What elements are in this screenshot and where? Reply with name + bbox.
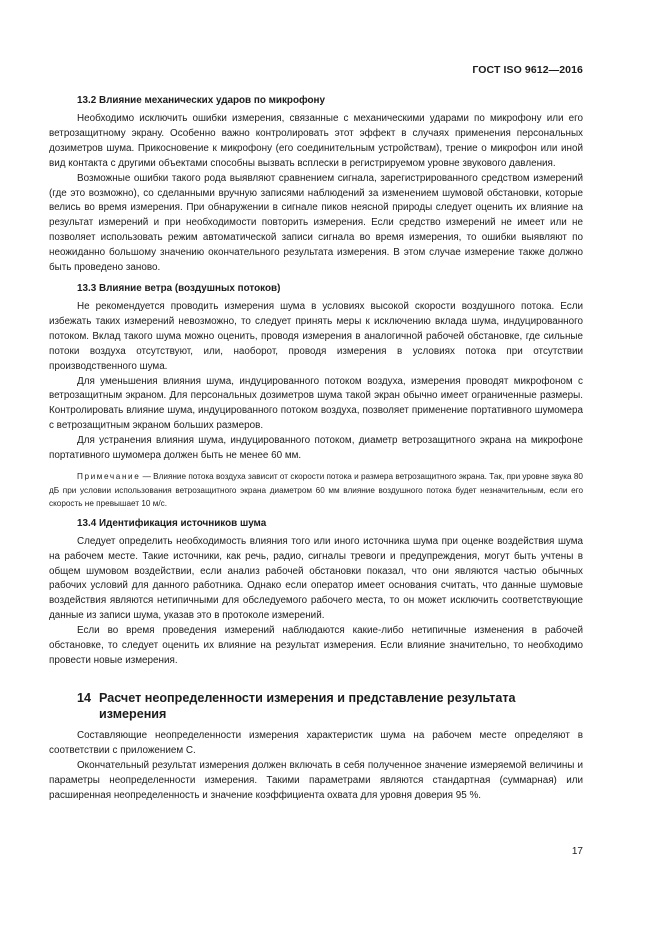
- section-title: Расчет неопределенности измерения и представление результата измерения: [99, 690, 516, 721]
- paragraph: Составляющие неопределенности измерения характеристик шума на рабочем месте определяют в соответствии с приложением C.: [49, 729, 583, 756]
- standard-id: ГОСТ ISO 9612—2016: [472, 64, 583, 76]
- section-number: 14: [77, 690, 92, 705]
- page-content: [49, 94, 583, 803]
- paragraph: Возможные ошибки такого рода выявляют сравнением сигнала, зарегистрированного средством измерений (где это возможно), со сделанными вручную записями наблюдений за изменением шумовой обстановки, которые велись во время измерения. При обнаружении в сигнале пиков неясной природы следует оценить их влияние на результат измерений и при необходимости повторить измерения. Если средство измерений не имеет или не позволяет использовать режим автоматической записи сигнала во время измерения, то ошибки выявляют по неожиданно большому значению окончательного результата измерения. В этом случае измерение также должно быть проведено заново.: [49, 172, 583, 274]
- paragraph: Следует определить необходимость влияния того или иного источника шума при оценке воздействия шума на рабочем месте. Такие источники, как речь, радио, сигналы тревоги и предупреждения, могут быть учтены в общем шумовом воздействии, если анализ рабочей обстановки показал, что они являются частью обычных рабочих условий для данного работника. Однако если оператор имеет основания считать, что данные шумовые воздействия являются нетипичными для обследуемого рабочего места, то он может исключить соответствующие данные из записи шума, указав это в протоколе измерений.: [49, 535, 583, 622]
- page-number: 17: [571, 846, 583, 857]
- note-text: — Влияние потока воздуха зависит от скорости потока и размера ветрозащитного экрана. Так, при уровне звука 80 дБ при условии использования ветрозащитного экрана диаметром 60 мм влияние воздушного потока будет незначительным, если его скорость не превышает 10 м/с.: [49, 471, 583, 509]
- subsection-title-13-4: 13.4 Идентификация источников шума: [77, 517, 267, 529]
- subsection-title-13-2: 13.2 Влияние механических ударов по микрофону: [77, 95, 325, 106]
- paragraph: Необходимо исключить ошибки измерения, связанные с механическими ударами по микрофону или его ветрозащитному экрану. Особенно важно контролировать этот эффект в случаях применения персональных дозиметров шума. Прикосновение к микрофону (его соединительным устройствам), трение о микрофон или иной вид контакта с другими объектами способны вызвать всплески в регистрируемом уровне звукового давления.: [49, 113, 583, 169]
- paragraph: Для уменьшения влияния шума, индуцированного потоком воздуха, измерения проводят микрофоном с ветрозащитным экраном. Для персональных дозиметров шума такой экран обычно имеет ограниченные размеры. Контролировать влияние шума, индуцированного потоком воздуха, позволяет применение портативного шумомера с ветрозащитным экраном больших размеров.: [49, 375, 583, 432]
- subsection-title-13-3: 13.3 Влияние ветра (воздушных потоков): [77, 282, 281, 294]
- note: [49, 470, 583, 511]
- paragraph: Если во время проведения измерений наблюдаются какие-либо нетипичные изменения в рабочей обстановке, то следует оценить их влияние на результат измерения. Если влияние значительно, то необходимо провести новые измерения.: [49, 625, 583, 666]
- section-heading-14: [49, 690, 583, 722]
- paragraph: Не рекомендуется проводить измерения шума в условиях высокой скорости воздушного потока. Если избежать таких измерений невозможно, то следует принять меры к исключению вклада шума, индуцированного потоком. Вклад такого шума можно оценить, проводя измерения в аналогичной рабочей обстановке, где сильные потоки воздуха отсутствуют, или, наоборот, проводя измерения в условиях потока при отсутствии производственного шума.: [49, 300, 583, 372]
- paragraph: Окончательный результат измерения должен включать в себя полученное значение измеряемой величины и параметры неопределенности измерения. Такими параметрами являются стандартная (суммарная) или расширенная неопределенность и значение коэффициента охвата для уровня доверия 95 %.: [49, 759, 583, 801]
- note-label: Примечание: [77, 471, 141, 481]
- paragraph: Для устранения влияния шума, индуцированного потоком, диаметр ветрозащитного экрана на микрофоне портативного шумомера должен быть не менее 60 мм.: [49, 435, 583, 462]
